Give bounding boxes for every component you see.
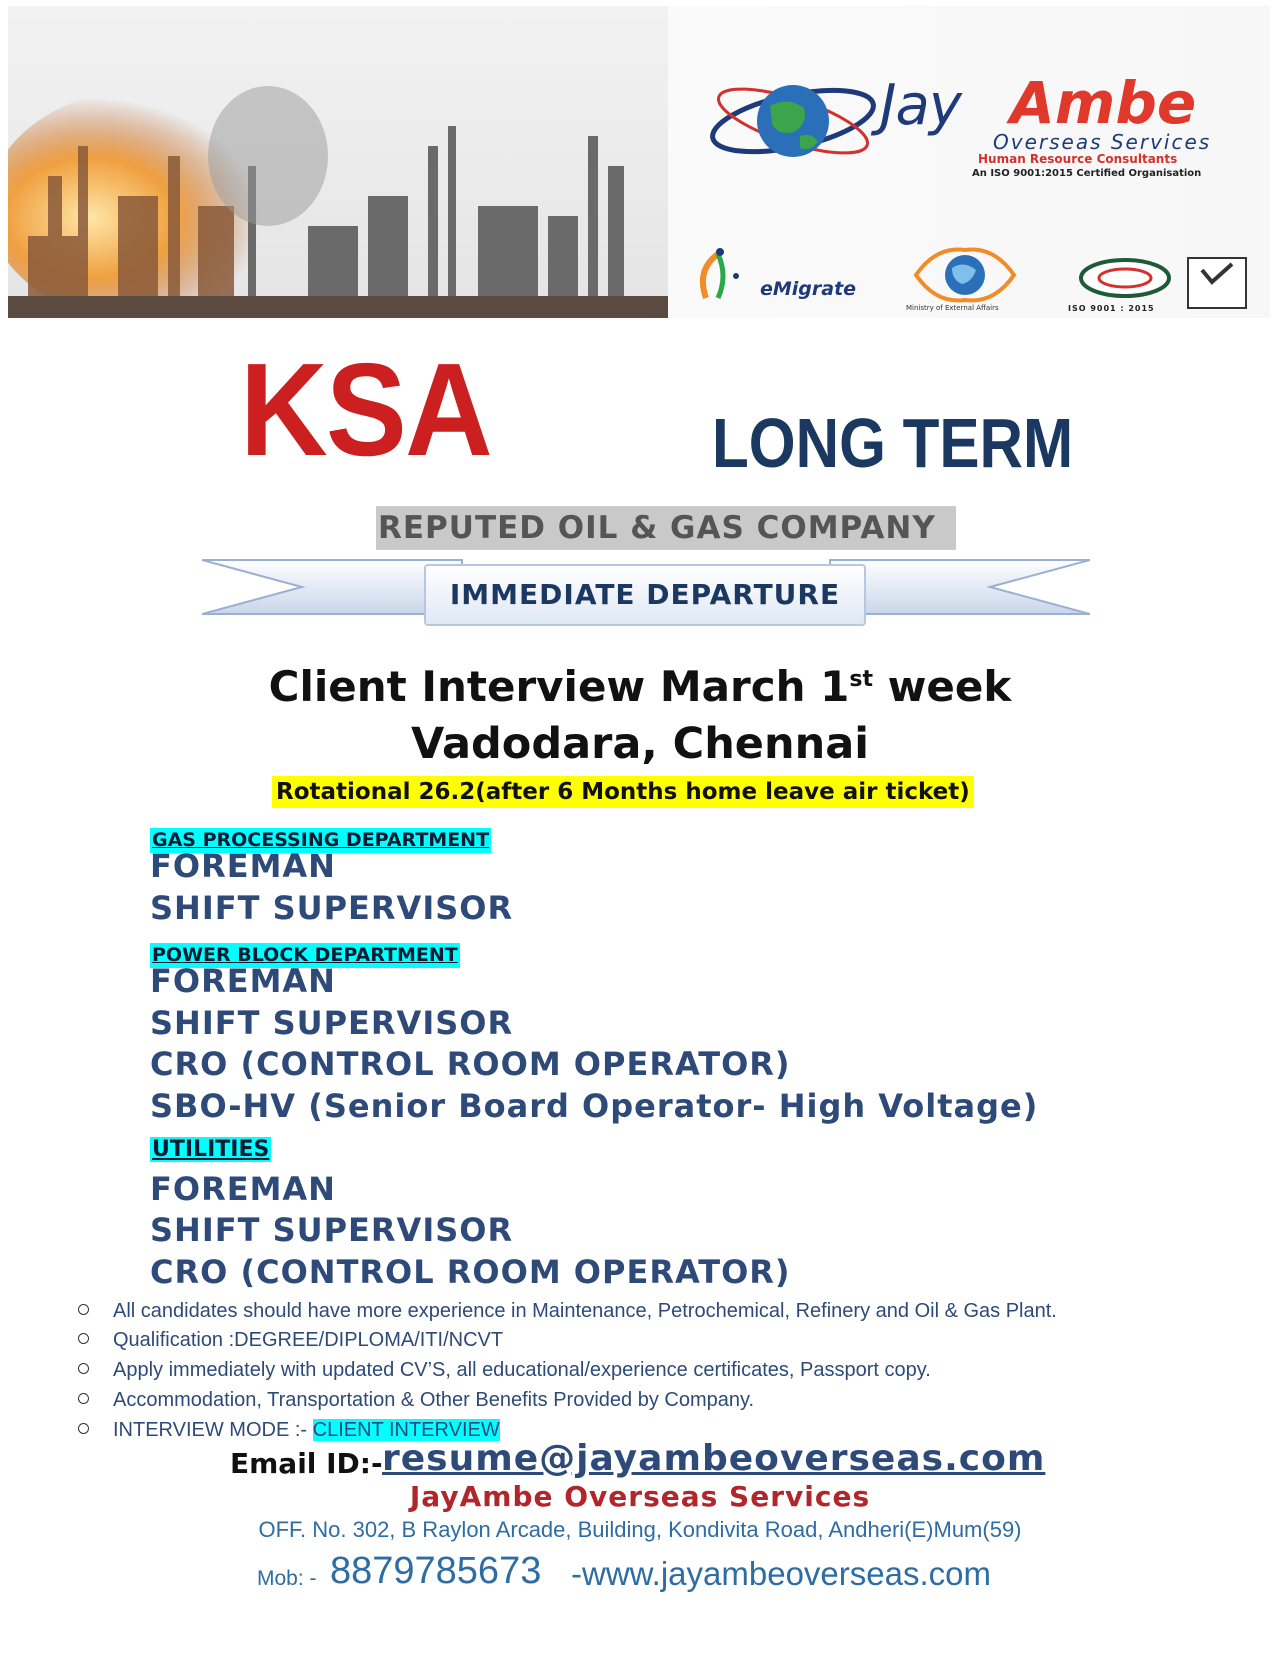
- company-banner-text: REPUTED OIL & GAS COMPANY: [378, 510, 936, 546]
- brand-ambe-text: Ambe: [1010, 69, 1197, 137]
- email-label: Email ID:-: [230, 1447, 383, 1480]
- role-item: SHIFT SUPERVISOR: [150, 1004, 514, 1042]
- requirement-text: INTERVIEW MODE :-: [113, 1419, 313, 1441]
- interview-mode-value: CLIENT INTERVIEW: [312, 1419, 500, 1441]
- bullet-circle-icon: [78, 1423, 89, 1434]
- role-item: FOREMAN: [150, 1170, 336, 1208]
- bullet-circle-icon: [78, 1393, 89, 1404]
- iso-mark-label: ISO 9001 : 2015: [1068, 304, 1155, 313]
- role-item: CRO (CONTROL ROOM OPERATOR): [150, 1253, 791, 1291]
- bullet-circle-icon: [78, 1363, 89, 1374]
- company-name: JayAmbe Overseas Services: [409, 1480, 871, 1513]
- header-banner: [8, 6, 1270, 318]
- interview-prefix: Client Interview March 1: [268, 662, 850, 711]
- mea-caption: Ministry of External Affairs: [906, 304, 999, 312]
- rotation-note: Rotational 26.2(after 6 Months home leave air ticket): [272, 776, 974, 808]
- globe-logo-icon: [708, 66, 878, 176]
- interview-cities: Vadodara, Chennai: [411, 719, 869, 769]
- role-item: SBO-HV (Senior Board Operator- High Voltage): [150, 1087, 1039, 1125]
- requirement-text: Qualification :DEGREE/DIPLOMA/ITI/NCVT: [113, 1329, 504, 1351]
- country-title: KSA: [240, 336, 491, 483]
- role-item: FOREMAN: [150, 847, 336, 885]
- requirement-item: [78, 1356, 931, 1384]
- departure-label: IMMEDIATE DEPARTURE: [449, 578, 841, 611]
- requirement-text: All candidates should have more experience in Maintenance, Petrochemical, Refinery and Oil & Gas Plant.: [113, 1300, 1057, 1322]
- requirement-item: [78, 1326, 503, 1354]
- requirement-item: [78, 1386, 754, 1414]
- role-item: FOREMAN: [150, 962, 336, 1000]
- email-link[interactable]: resume@jayambeoverseas.com: [382, 1438, 1046, 1479]
- office-address: OFF. No. 302, B Raylon Arcade, Building, Kondivita Road, Andheri(E)Mum(59): [258, 1517, 1022, 1542]
- role-item: SHIFT SUPERVISOR: [150, 889, 514, 927]
- role-item: CRO (CONTROL ROOM OPERATOR): [150, 1045, 791, 1083]
- department-heading: GAS PROCESSING DEPARTMENT: [152, 829, 490, 851]
- bullet-circle-icon: [78, 1333, 89, 1344]
- interview-ordinal: st: [849, 667, 873, 692]
- requirement-text: Apply immediately with updated CV’S, all educational/experience certificates, Passport copy.: [113, 1359, 931, 1381]
- interview-suffix: week: [872, 662, 1012, 711]
- mobile-label: Mob: -: [257, 1567, 317, 1590]
- brand-subtitle: Overseas Services: [993, 130, 1212, 154]
- emigrate-label: eMigrate: [760, 278, 857, 300]
- requirement-text: Accommodation, Transportation & Other Benefits Provided by Company.: [113, 1389, 755, 1411]
- brand-iso-note: An ISO 9001:2015 Certified Organisation: [972, 168, 1202, 179]
- mobile-number[interactable]: 8879785673: [330, 1550, 542, 1592]
- ministry-external-affairs-logo-icon: [906, 246, 1024, 304]
- requirement-item: [78, 1297, 1057, 1325]
- contract-term-title: LONG TERM: [712, 404, 1074, 482]
- brand-jay-text: Jay: [880, 73, 961, 138]
- interview-schedule: [0, 654, 1280, 713]
- emigrate-logo-icon: [688, 246, 748, 306]
- website-link[interactable]: -www.jayambeoverseas.com: [571, 1555, 991, 1592]
- bullet-circle-icon: [78, 1304, 89, 1315]
- department-heading: POWER BLOCK DEPARTMENT: [152, 944, 458, 966]
- brand-tagline: Human Resource Consultants: [978, 152, 1178, 166]
- department-heading: UTILITIES: [152, 1137, 270, 1162]
- role-item: SHIFT SUPERVISOR: [150, 1211, 514, 1249]
- refinery-illustration: [8, 6, 668, 318]
